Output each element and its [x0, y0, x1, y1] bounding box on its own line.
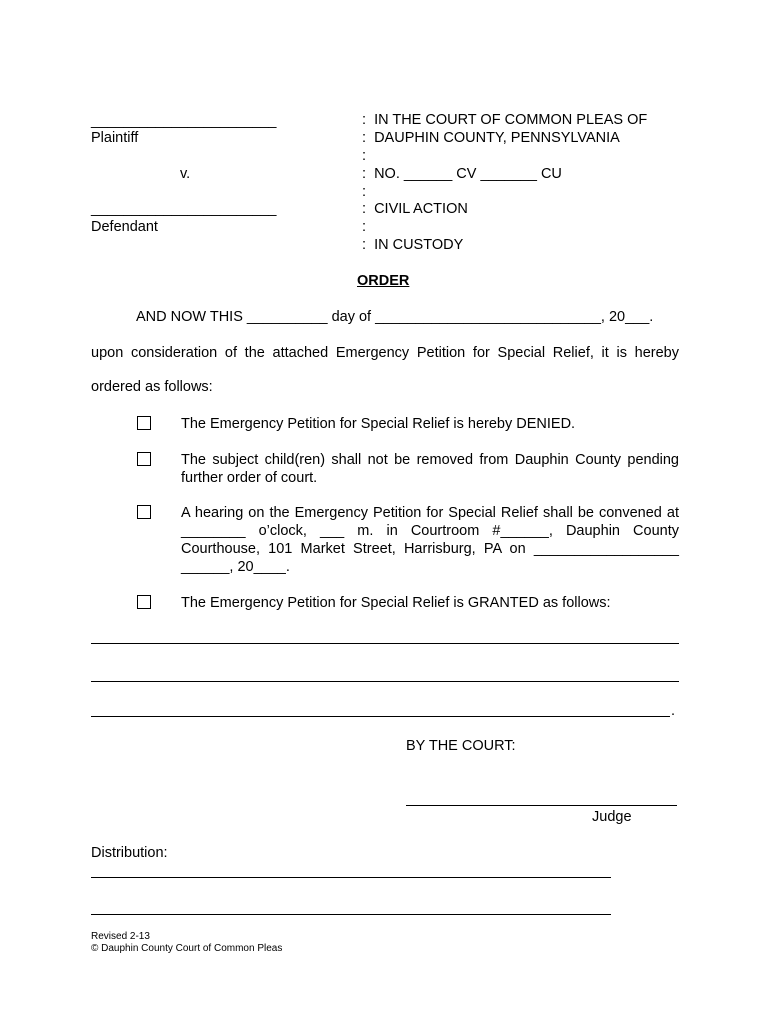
not-removed-checkbox[interactable] [137, 452, 151, 466]
revised-note: Revised 2-13 [91, 931, 150, 942]
case-number-line[interactable]: : NO. ______ CV _______ CU [362, 166, 562, 182]
defendant-label: Defendant [91, 219, 158, 235]
and-now-line[interactable]: AND NOW THIS __________ day of ____________________________, 20___. [136, 309, 654, 325]
judge-signature-line[interactable] [406, 805, 677, 806]
copyright-note: © Dauphin County Court of Common Pleas [91, 943, 283, 954]
option-hearing-text[interactable]: A hearing on the Emergency Petition for Special Relief shall be convened at ________ o’clock, ___ m. in Courtroom #______, Dauphin County Courthouse, 101 Market Street, Harrisburg, PA on __________________ ______, 20____. [181, 505, 679, 575]
option-granted-text: The Emergency Petition for Special Relief is GRANTED as follows: [181, 595, 611, 611]
court-line-5: : [362, 184, 367, 200]
order-title: ORDER [357, 273, 410, 289]
civil-action-line: : CIVIL ACTION [362, 201, 468, 217]
granted-checkbox[interactable] [137, 595, 151, 609]
court-line-1: : IN THE COURT OF COMMON PLEAS OF [362, 112, 648, 128]
option-denied-text: The Emergency Petition for Special Relief is hereby DENIED. [181, 416, 576, 432]
consideration-line: upon consideration of the attached Emergency Petition for Special Relief, it is hereby [91, 345, 679, 361]
in-custody-line: : IN CUSTODY [362, 237, 464, 253]
versus-label: v. [180, 166, 191, 182]
court-line-3: : [362, 148, 367, 164]
option-not-removed-text: The subject child(ren) shall not be removed from Dauphin County pending further order of court. [181, 452, 679, 486]
court-line-2: : DAUPHIN COUNTY, PENNSYLVANIA [362, 130, 620, 146]
distribution-label: Distribution: [91, 845, 168, 861]
granted-line-1[interactable] [91, 643, 679, 644]
defendant-blank[interactable]: _______________________ [91, 201, 277, 217]
ordered-line: ordered as follows: [91, 379, 213, 395]
granted-line-3[interactable] [91, 716, 670, 717]
plaintiff-blank[interactable]: _______________________ [91, 113, 277, 129]
granted-line-2[interactable] [91, 681, 679, 682]
distribution-line-1[interactable] [91, 877, 611, 878]
judge-label: Judge [592, 809, 632, 825]
hearing-checkbox[interactable] [137, 505, 151, 519]
plaintiff-label: Plaintiff [91, 130, 139, 146]
denied-checkbox[interactable] [137, 416, 151, 430]
distribution-line-2[interactable] [91, 914, 611, 915]
court-line-7: : [362, 219, 367, 235]
granted-period: . [671, 703, 676, 719]
by-the-court-label: BY THE COURT: [406, 738, 516, 754]
